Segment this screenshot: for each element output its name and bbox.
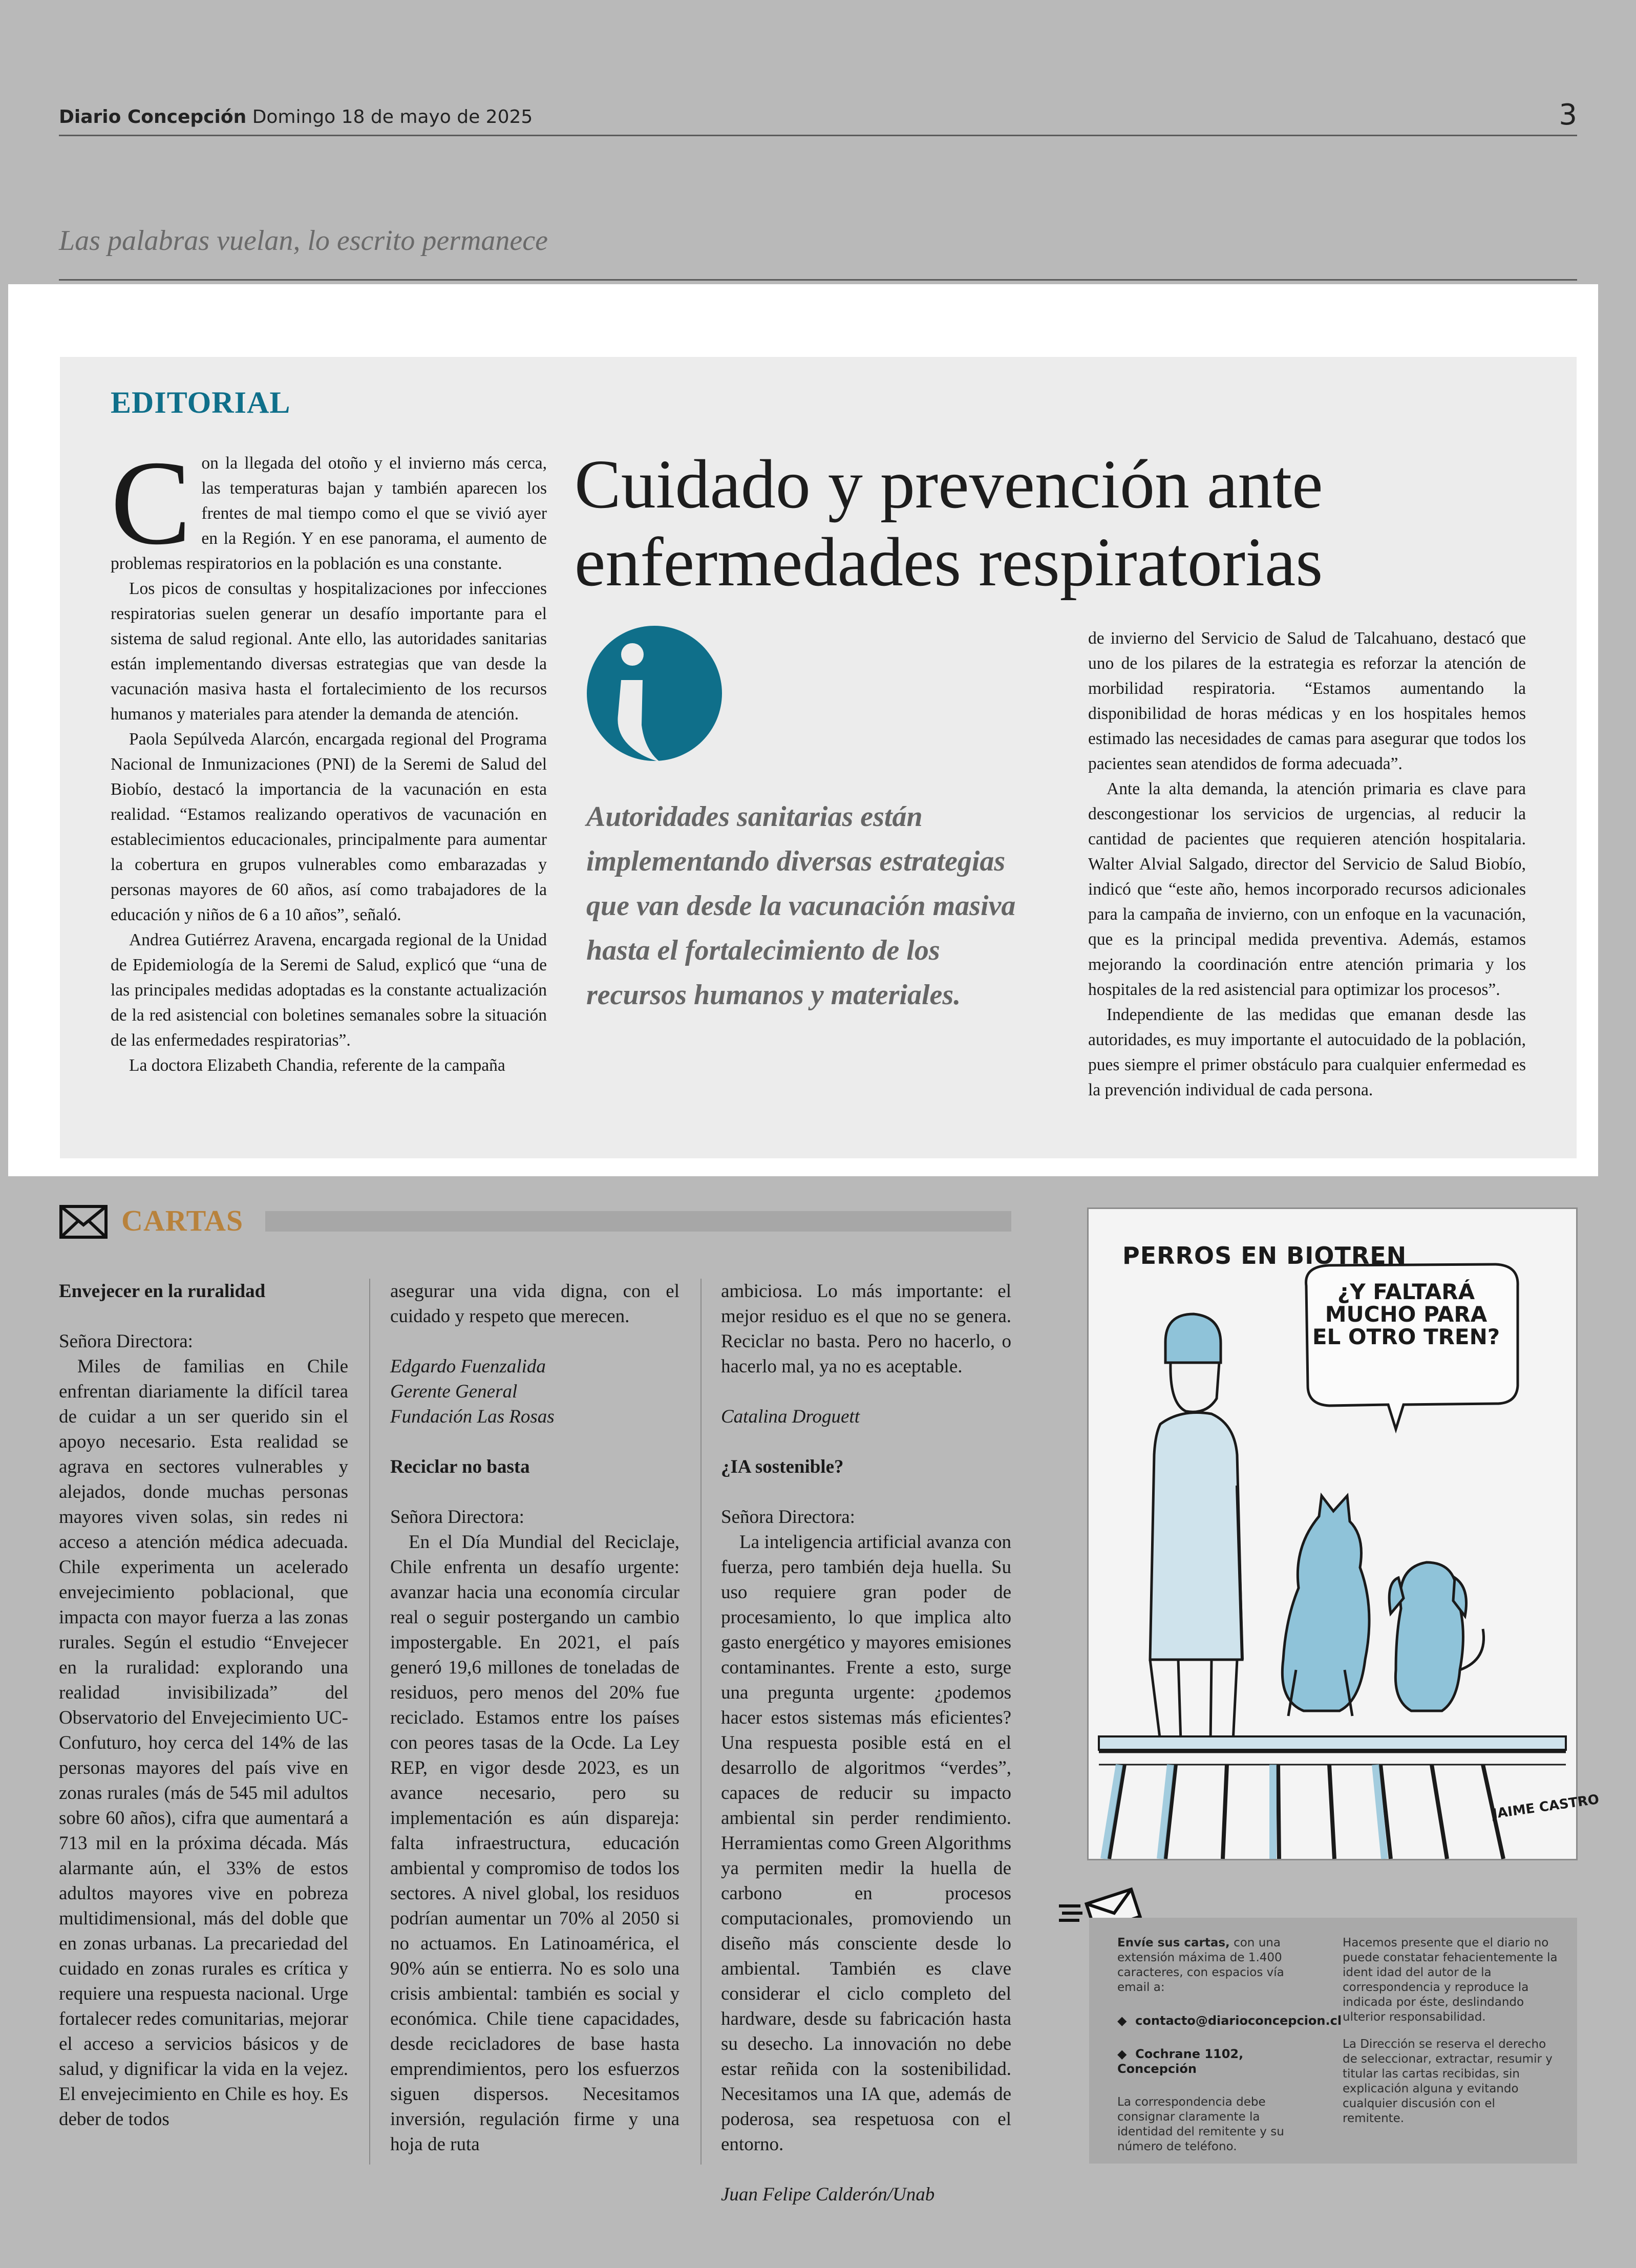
editorial-paragraph: Independiente de las medidas que emanan desde las autoridades, es muy importante el autocuidado de la población, pues siempre el primer obstáculo para cualquier enfermedad es la prevención individual de cada persona.	[1088, 1005, 1526, 1099]
cartas-label: CARTAS	[121, 1204, 244, 1237]
cartoon	[1087, 1207, 1600, 1860]
info-email: ◆ contacto@diarioconcepcion.cl	[1117, 2013, 1342, 2028]
editorial-paragraph: Ante la alta demanda, la atención primaria es clave para descongestionar los servicios de urgencias, al reducir la cantidad de pacientes que requieren atención hospitalaria. Walter Alvial Salgado, director del Servicio de Salud Biobío, indicó que “este año, hemos incorporado recursos adicionales para la campaña de invierno, con un enfoque en la vacunación, que es la principal medida preventiva. Además, estamos mejorando la coordinación entre atención primaria y los hospitales de la red asistencial para optimizar los procesos”.	[1088, 779, 1526, 999]
editorial-paragraph: Paola Sepúlveda Alarcón, encargada regional del Programa Nacional de Inmunizaciones (PNI) de la Seremi de Salud del Biobío, destacó la importancia de la vacunación en esta realidad. “Estamos realizando operativos de vacunación en establecimientos educacionales, principalmente para aumentar la cobertura en grupos vulnerables como embarazadas y personas mayores de 60 años, así como trabajadores de la educación y niños de 6 a 10 años”, señaló.	[111, 730, 547, 924]
editorial-paragraph: de invierno del Servicio de Salud de Talcahuano, destacó que uno de los pilares de la estrategia es reforzar la atención de morbilidad respiratoria. “Estamos aumentando la disponibilidad de horas médicas y en los hospitales hemos estimado las necesidades de camas para asegurar que todos los pacientes sean atendidos de forma adecuada”.	[1088, 629, 1526, 773]
info-box-left	[1117, 1936, 1342, 2167]
column-divider	[369, 1279, 370, 2165]
column-divider	[700, 1279, 702, 2165]
drop-cap: C	[111, 436, 192, 570]
letter-title: Reciclar no basta	[390, 1456, 530, 1477]
cartoon-speech-bubble: ¿Y FALTARÁ MUCHO PARA EL OTRO TREN?	[1312, 1279, 1500, 1349]
letter-body-continued: asegurar una vida digna, con el cuidado y respeto que merecen.	[390, 1281, 679, 1327]
issue-date: Domingo 18 de mayo de 2025	[252, 107, 533, 128]
letter-signature-org: Fundación Las Rosas	[390, 1406, 555, 1427]
paper-name: Diario Concepción	[59, 107, 247, 128]
info-lead-bold: Envíe sus cartas,	[1117, 1936, 1230, 1949]
letter-body: En el Día Mundial del Reciclaje, Chile enfrenta un desafío urgente: avanzar hacia una economía circular real o seguir postergando un cambio impostergable. En 2021, el país generó 19,6 millones de toneladas de residuos, pero menos del 20% fue reciclado. Estamos entre los países con peores tasas de la Ocde. La Ley REP, en vigor desde 2023, es un avance necesario, pero su implementación es aún dispareja: falta infraestructura, educación ambiental y compromiso de todos los sectores. A nivel global, los residuos podrían aumentar un 70% al 2050 si no actuamos. En Latinoamérica, el 90% aún se entierra. No es solo una crisis ambiental: también es social y económica. Chile tiene capacidades, desde recicladores de base hasta emprendimientos, pero los esfuerzos siguen dispersos. Necesitamos inversión, regulación firme y una hoja de ruta	[390, 1532, 679, 2155]
info-box-right	[1343, 1936, 1558, 2138]
info-disclaimer: Hacemos presente que el diario no puede constatar fehacientemente la ident idad del autor de la correspondencia y reproduce la indicada por éste, deslindando ulterior responsabilidad.	[1343, 1936, 1558, 2024]
editorial-column-1	[111, 436, 547, 1078]
contact-email: contacto@diarioconcepcion.cl	[1135, 2013, 1342, 2028]
editorial-paragraph: Los picos de consultas y hospitalizaciones por infecciones respiratorias suelen generar un desafío importante para el sistema de salud regional. Ante ello, las autoridades sanitarias están implementando diversas estrategias que van desde la vacunación masiva hasta el fortalecimiento de los recursos humanos y materiales para atender la demanda de atención.	[111, 579, 547, 724]
letter-signature: Juan Felipe Calderón/Unab	[721, 2184, 935, 2205]
letter-title: Envejecer en la ruralidad	[59, 1281, 266, 1302]
info-rights: La Dirección se reserva el derecho de seleccionar, extractar, resumir y titular las cartas recibidas, sin explicación alguna y evitando cualquier discusión con el remitente.	[1343, 2038, 1553, 2125]
letter-signature-role: Gerente General	[390, 1381, 518, 1402]
letter-salutation: Señora Directora:	[390, 1507, 524, 1528]
letter-body: Miles de familias en Chile enfrentan diariamente la difícil tarea de cuidar a un ser querido sin el apoyo necesario. Esta realidad se agrava en sectores vulnerables y alejados, donde muchas personas mayores viven solas, sin redes ni acceso a atención médica adecuada. Chile experimenta un acelerado envejecimiento poblacional, que impacta con mayor fuerza a las zonas rurales. Según el estudio “Envejecer en la ruralidad: explorando una realidad invisibilizada” del Observatorio del Envejecimiento UC-Confuturo, hoy cerca del 14% de las personas mayores del país vive en zonas rurales (más de 545 mil adultos sobre 60 años), cifra que aumentará a 713 mil en la próxima década. Más alarmante aún, el 33% de estos adultos mayores vive en pobreza multidimensional, más del doble que en zonas urbanas. La precariedad del cuidado en zonas rurales es crítica y requiere una respuesta nacional. Urge fortalecer redes comunitarias, mejorar el acceso a servicios básicos y de salud, y dignificar la vida en la vejez. El envejecimiento en Chile es hoy. Es deber de todos	[59, 1356, 348, 2130]
letters-column-2	[390, 1279, 679, 2157]
page-number: 3	[1559, 98, 1577, 132]
editorial-label: EDITORIAL	[111, 386, 291, 419]
editorial-pull-quote: Autoridades sanitarias están implementando diversas estrategias que van desde la vacunación masiva hasta el fortalecimiento de los recursos humanos y materiales.	[586, 801, 1016, 1011]
letters-column-3	[721, 1279, 1011, 2207]
editorial-title: Cuidado y prevención ante enfermedades respiratorias	[575, 446, 1323, 601]
letters-info-box	[1089, 1918, 1577, 2164]
cartoon-signature: JAIME CASTRO	[1491, 1792, 1600, 1822]
editorial-column-3	[1088, 626, 1526, 1103]
info-lead: con una extensión máxima de 1.400 caracteres, con espacios vía email a:	[1117, 1936, 1284, 1994]
letter-body-continued: ambiciosa. Lo más importante: el mejor residuo es el que no se genera. Reciclar no basta. Pero no hacerlo, o hacerlo mal, ya no es aceptable.	[721, 1281, 1011, 1377]
cartas-header-bar	[265, 1211, 1011, 1232]
info-note: La correspondencia debe consignar claramente la identidad del remitente y su número de teléfono.	[1117, 2095, 1284, 2153]
motto-rule	[59, 279, 1577, 281]
editorial-paragraph: Andrea Gutiérrez Aravena, encargada regional de la Unidad de Epidemiología de la Seremi de Salud, explicó que “una de las principales medidas adoptadas es la constante actualización de la red asistencial con boletines semanales sobre la situación de las enfermedades respiratorias”.	[111, 930, 547, 1050]
letter-salutation: Señora Directora:	[59, 1331, 193, 1352]
editorial-paragraph: on la llegada del otoño y el invierno más cerca, las temperaturas bajan y también aparecen los frentes de mal tiempo como el que se vivió ayer en la Región. Y en ese panorama, el aumento de problemas respiratorios en la población es una constante.	[111, 454, 547, 573]
editorial-paragraph: La doctora Elizabeth Chandia, referente de la campaña	[129, 1056, 505, 1075]
page-header	[59, 107, 533, 128]
letter-title: ¿IA sostenible?	[721, 1456, 844, 1477]
letter-body: La inteligencia artificial avanza con fuerza, pero también deja huella. Su uso requiere gran poder de procesamiento, lo que implica alto gasto energético y mayores emisiones contaminantes. Frente a esto, surge una pregunta urgente: ¿podemos hacer estos sistemas más eficientes? Una respuesta posible está en el desarrollo de algoritmos “verdes”, capaces de reducir su impacto ambiental sin perder rendimiento. Herramientas como Green Algorithms ya permiten medir la huella de carbono en procesos computacionales, promoviendo un diseño más consciente desde lo ambiental. También es clave considerar el ciclo completo del hardware, desde su fabricación hasta su desecho. La innovación no debe estar reñida con la sostenibilidad. Necesitamos una IA que, además de poderosa, sea respetuosa con el entorno.	[721, 1532, 1011, 2155]
header-rule	[59, 135, 1577, 136]
letters-column-1	[59, 1279, 348, 2132]
contact-address: Cochrane 1102, Concepción	[1117, 2047, 1244, 2076]
letter-signature: Edgardo Fuenzalida	[390, 1356, 546, 1377]
info-icon	[585, 623, 724, 766]
cartoon-title: PERROS EN BIOTREN	[1122, 1242, 1407, 1269]
envelope-icon	[59, 1203, 108, 1240]
letter-signature: Catalina Droguett	[721, 1406, 860, 1427]
letter-salutation: Señora Directora:	[721, 1507, 855, 1528]
page-motto: Las palabras vuelan, lo escrito permanece	[59, 225, 548, 257]
info-address: ◆ Cochrane 1102, Concepción	[1117, 2047, 1244, 2076]
